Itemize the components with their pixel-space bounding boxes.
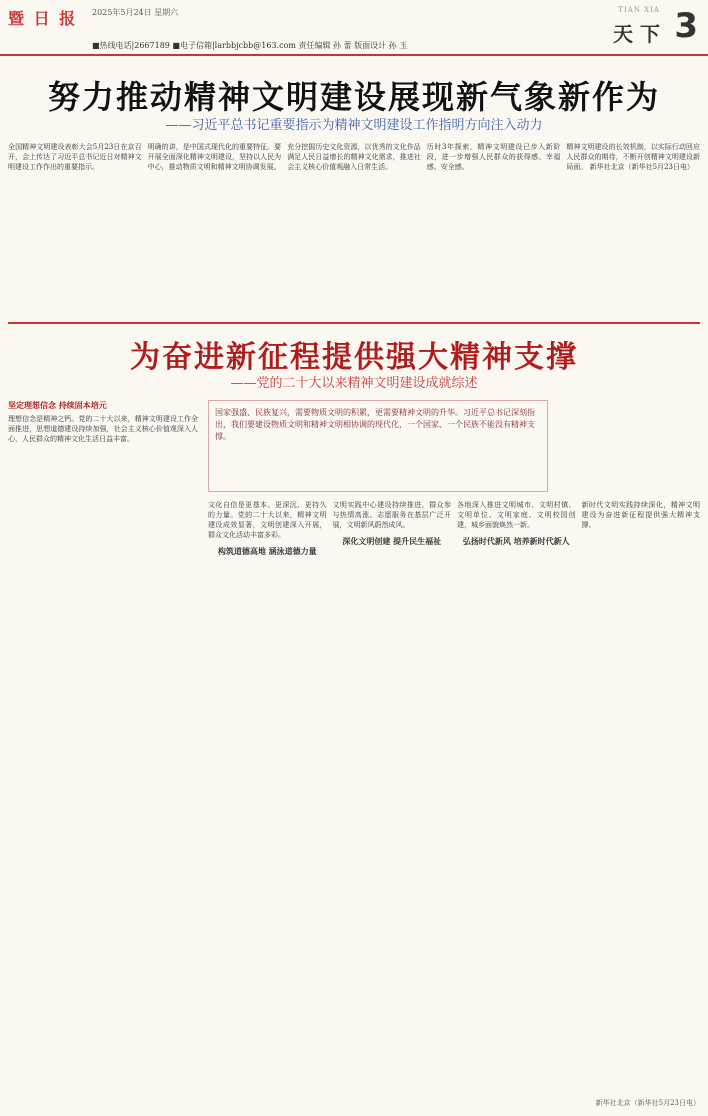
article2-left-text: 理想信念是精神之钙。党的二十大以来，精神文明建设工作全面推进，思想道德建设持续加强，社会主义核心价值观深入人心，人民群众的精神文化生活日益丰富。 [8, 415, 198, 443]
article2-quote-box: 国家强盛、民族复兴，需要物质文明的积累，更需要精神文明的升华。习近平总书记深刻指出，我们要建设物质文明和精神文明相协调的现代化，一个国家、一个民族不能没有精神支撑。 [208, 400, 548, 492]
article2-left-subhead: 坚定理想信念 持续固本培元 [8, 400, 107, 410]
article2-col-text: 新时代文明实践持续深化，精神文明建设为奋进新征程提供强大精神支撑。 [581, 501, 700, 529]
article2-left-column [8, 400, 198, 1100]
article1-col: 明确的讲，是中国式现代化的重要特征。要开展全面深化精神文明建设，坚持以人民为中心，推动物质文明和精神文明协调发展。 [147, 143, 282, 171]
article2-col-subhead: 构筑道德高地 涵泳道德力量 [217, 546, 317, 556]
page-number: 3 [674, 6, 698, 46]
article2-col [208, 500, 327, 1100]
article1-col: 全国精神文明建设表彰大会5月23日在京召开，会上传达了习近平总书记近日对精神文明建设工作作出的重要指示。 [8, 143, 142, 171]
article2-col [333, 500, 452, 1100]
article2-footer: 新华社北京（新华社5月23日电） [595, 1099, 700, 1107]
article1-subhead: ——习近平总书记重要指示为精神文明建设工作指明方向注入动力 [165, 118, 543, 133]
article2-subhead: ——党的二十大以来精神文明建设成就综述 [230, 376, 478, 391]
section-name: 天 下 [613, 22, 660, 46]
article2-col [582, 500, 701, 1100]
article2-col-text: 文化自信是更基本、更深沉、更持久的力量。党的二十大以来，精神文明建设成效显著，文明创建深入开展，群众文化活动丰富多彩。 [208, 501, 327, 539]
article2-col-subhead: 弘扬时代新风 培养新时代新人 [462, 536, 570, 546]
article2-col-subhead: 深化文明创建 提升民生福祉 [342, 536, 442, 546]
article2-body [208, 500, 700, 1100]
masthead [0, 0, 708, 56]
article1-headline: 努力推动精神文明建设展现新气象新作为 [47, 78, 660, 116]
article2-headline: 为奋进新征程提供强大精神支撑 [130, 340, 578, 375]
section-divider [8, 322, 700, 324]
article1-col: 精神文明建设的长效机制，以实际行动回应人民群众的期待，不断开创精神文明建设新局面。 新华社北京（新华社5月23日电） [566, 143, 700, 171]
article1-body [8, 142, 700, 302]
dateline: 2025年5月24日 星期六 [92, 8, 179, 17]
article1-col: 历时3年探索，精神文明建设已步入新阶段，进一步增强人民群众的获得感、幸福感、安全感。 [426, 143, 561, 171]
article2-col-text: 文明实践中心建设持续推进，群众参与热情高涨。志愿服务在基层广泛开展，文明新风蔚然成风。 [332, 501, 451, 529]
contact-info: ■热线电话|2667189 ■电子信箱|larbbjcbb@163.com 责任编辑 孙 蕾 版面设计 孙 玉 [92, 41, 408, 50]
newspaper-logo: 暨 日 报 [8, 9, 78, 28]
article1-col: 充分挖掘历史文化资源，以优秀的文化作品满足人民日益增长的精神文化需求，推进社会主义核心价值观融入日常生活。 [287, 143, 421, 171]
section-name-en: TIAN XIA [618, 6, 660, 14]
article2-col-text: 各地深入推进文明城市、文明村镇、文明单位、文明家庭、文明校园创建，城乡面貌焕然一新。 [457, 501, 576, 529]
article2-col [457, 500, 576, 1100]
